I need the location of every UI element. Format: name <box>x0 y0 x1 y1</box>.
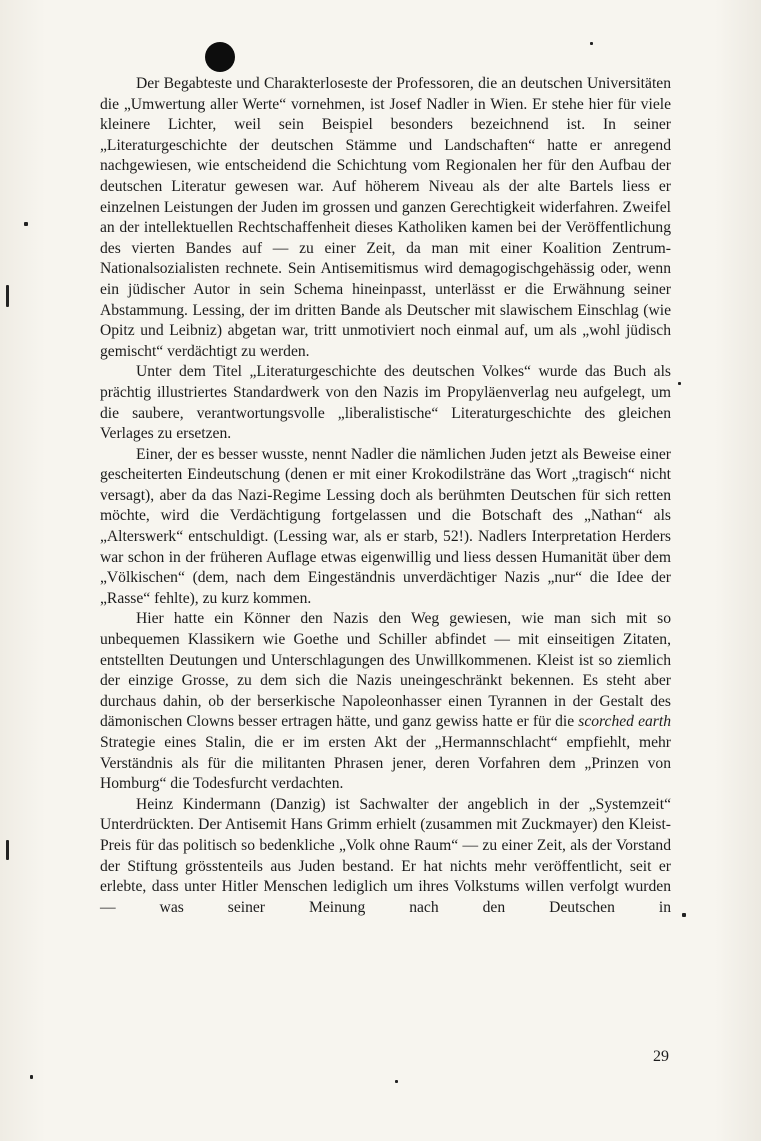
paragraph-3: Einer, der es besser wusste, nennt Nadler die nämlichen Juden jetzt als Beweise einer gescheiterten Eindeutschung (denen er mit einer Krokodilsträne das Wort „tragisch“ nicht versagt), aber da das Nazi-Regime Lessing doch als berühmten Deutschen für sich retten möchte, wird die Verdächtigung fortgelassen und die Botschaft des „Nathan“ als „Alterswerk“ entschuldigt. (Lessing war, als er starb, 52!). Nadlers Interpretation Herders war schon in der früheren Auflage etwas eigenwillig und liess dessen Humanität über dem „Völkischen“ (dem, nach dem Eingeständnis unverdächtiger Nazis „nur“ die Idee der „Rasse“ fehlte), zu kurz kommen. <box>100 445 671 607</box>
paragraph-4-italic: scorched earth <box>578 713 671 731</box>
ink-speck <box>590 42 593 45</box>
paragraph-2: Unter dem Titel „Literaturgeschichte des deutschen Volkes“ wurde das Buch als prächtig illustriertes Standardwerk von den Nazis im Propyläenverlag neu aufgelegt, um die saubere, verantwortungsvolle „liberalistische“ Literaturgeschichte des gleichen Verlages zu ersetzen. <box>100 363 671 443</box>
paragraph-5: Heinz Kindermann (Danzig) ist Sachwalter der angeblich in der „Systemzeit“ Unterdrückten. Der Antisemit Hans Grimm erhielt (zusammen mit Zuckmayer) den Kleist-Preis für das politisch so bedenkliche „Volk ohne Raum“ — zu einer Zeit, als der Vorstand der Stiftung grösstenteils aus Juden bestand. Er hat nichts mehr veröffentlicht, seit er erlebte, dass unter Hitler Menschen lediglich um ihres Volkstums willen verfolgt wurden — was seiner Meinung nach den Deutschen in <box>100 795 671 916</box>
paragraph-1: Der Begabteste und Charakterloseste der Professoren, die an deutschen Universitäten die „Umwertung aller Werte“ vornehmen, ist Josef Nadler in Wien. Er stehe hier für viele kleinere Lichter, weil sein Beispiel besonders bezeichnend ist. In seiner „Literaturgeschichte der deutschen Stämme und Landschaften“ hatte er anregend nachgewiesen, wie entscheidend die Schichtung vom Regionalen her für den Aufbau der deutschen Literatur gewesen war. Auf höherem Niveau als der alte Bartels liess er einzelnen Leistungen der Juden im grossen und ganzen Gerechtigkeit widerfahren. Zweifel an der intellektuellen Rechtschaffenheit dieses Katholiken kamen bei der Veröffentlichung des vierten Bandes auf — zu einer Zeit, da man mit einer Koalition Zentrum-Nationalsozialisten rechnete. Sein Antisemitismus wird demagogischgehässig oder, wenn ein jüdischer Autor in sein Schema hineinpasst, unterlässt er die Erwähnung seiner Abstammung. Lessing, der im dritten Bande als Deutscher mit slawischem Einschlag (wie Opitz und Leibniz) abgetan war, tritt unmotiviert noch einmal auf, um als „wohl jüdisch gemischt“ verdächtigt zu werden. <box>100 75 671 360</box>
body-text <box>100 74 671 918</box>
ink-speck <box>682 913 686 917</box>
ink-speck <box>395 1080 398 1083</box>
paragraph-4 <box>100 609 671 794</box>
page-number: 29 <box>653 1048 669 1065</box>
ink-speck <box>30 1075 33 1079</box>
paragraph-4-end: Strategie eines Stalin, die er im ersten Akt der „Hermannschlacht“ empfiehlt, mehr Verständnis als für die militanten Phrasen jener, deren Vorfahren dem „Prinzen von Homburg“ die Todesfurcht verdachten. <box>100 734 671 793</box>
punch-hole-mark <box>205 42 235 72</box>
paragraph-4-start: Hier hatte ein Könner den Nazis den Weg gewiesen, wie man sich mit so unbequemen Klassikern wie Goethe und Schiller abfindet — mit einseitigen Zitaten, entstellten Deutungen und Unterschlagungen des Unwillkommenen. Kleist ist so ziemlich der einzige Grosse, zu dem sich die Nazis uneingeschränkt bekennen. Es steht aber durchaus dahin, ob der berserkische Napoleonhasser einen Tyrannen in der Gestalt des dämonischen Clowns besser ertragen hätte, und ganz gewiss hatte er für die <box>100 610 671 731</box>
scan-edge-mark <box>6 285 9 307</box>
ink-speck <box>678 382 681 385</box>
scan-edge-mark <box>6 840 9 860</box>
ink-speck <box>24 222 28 226</box>
